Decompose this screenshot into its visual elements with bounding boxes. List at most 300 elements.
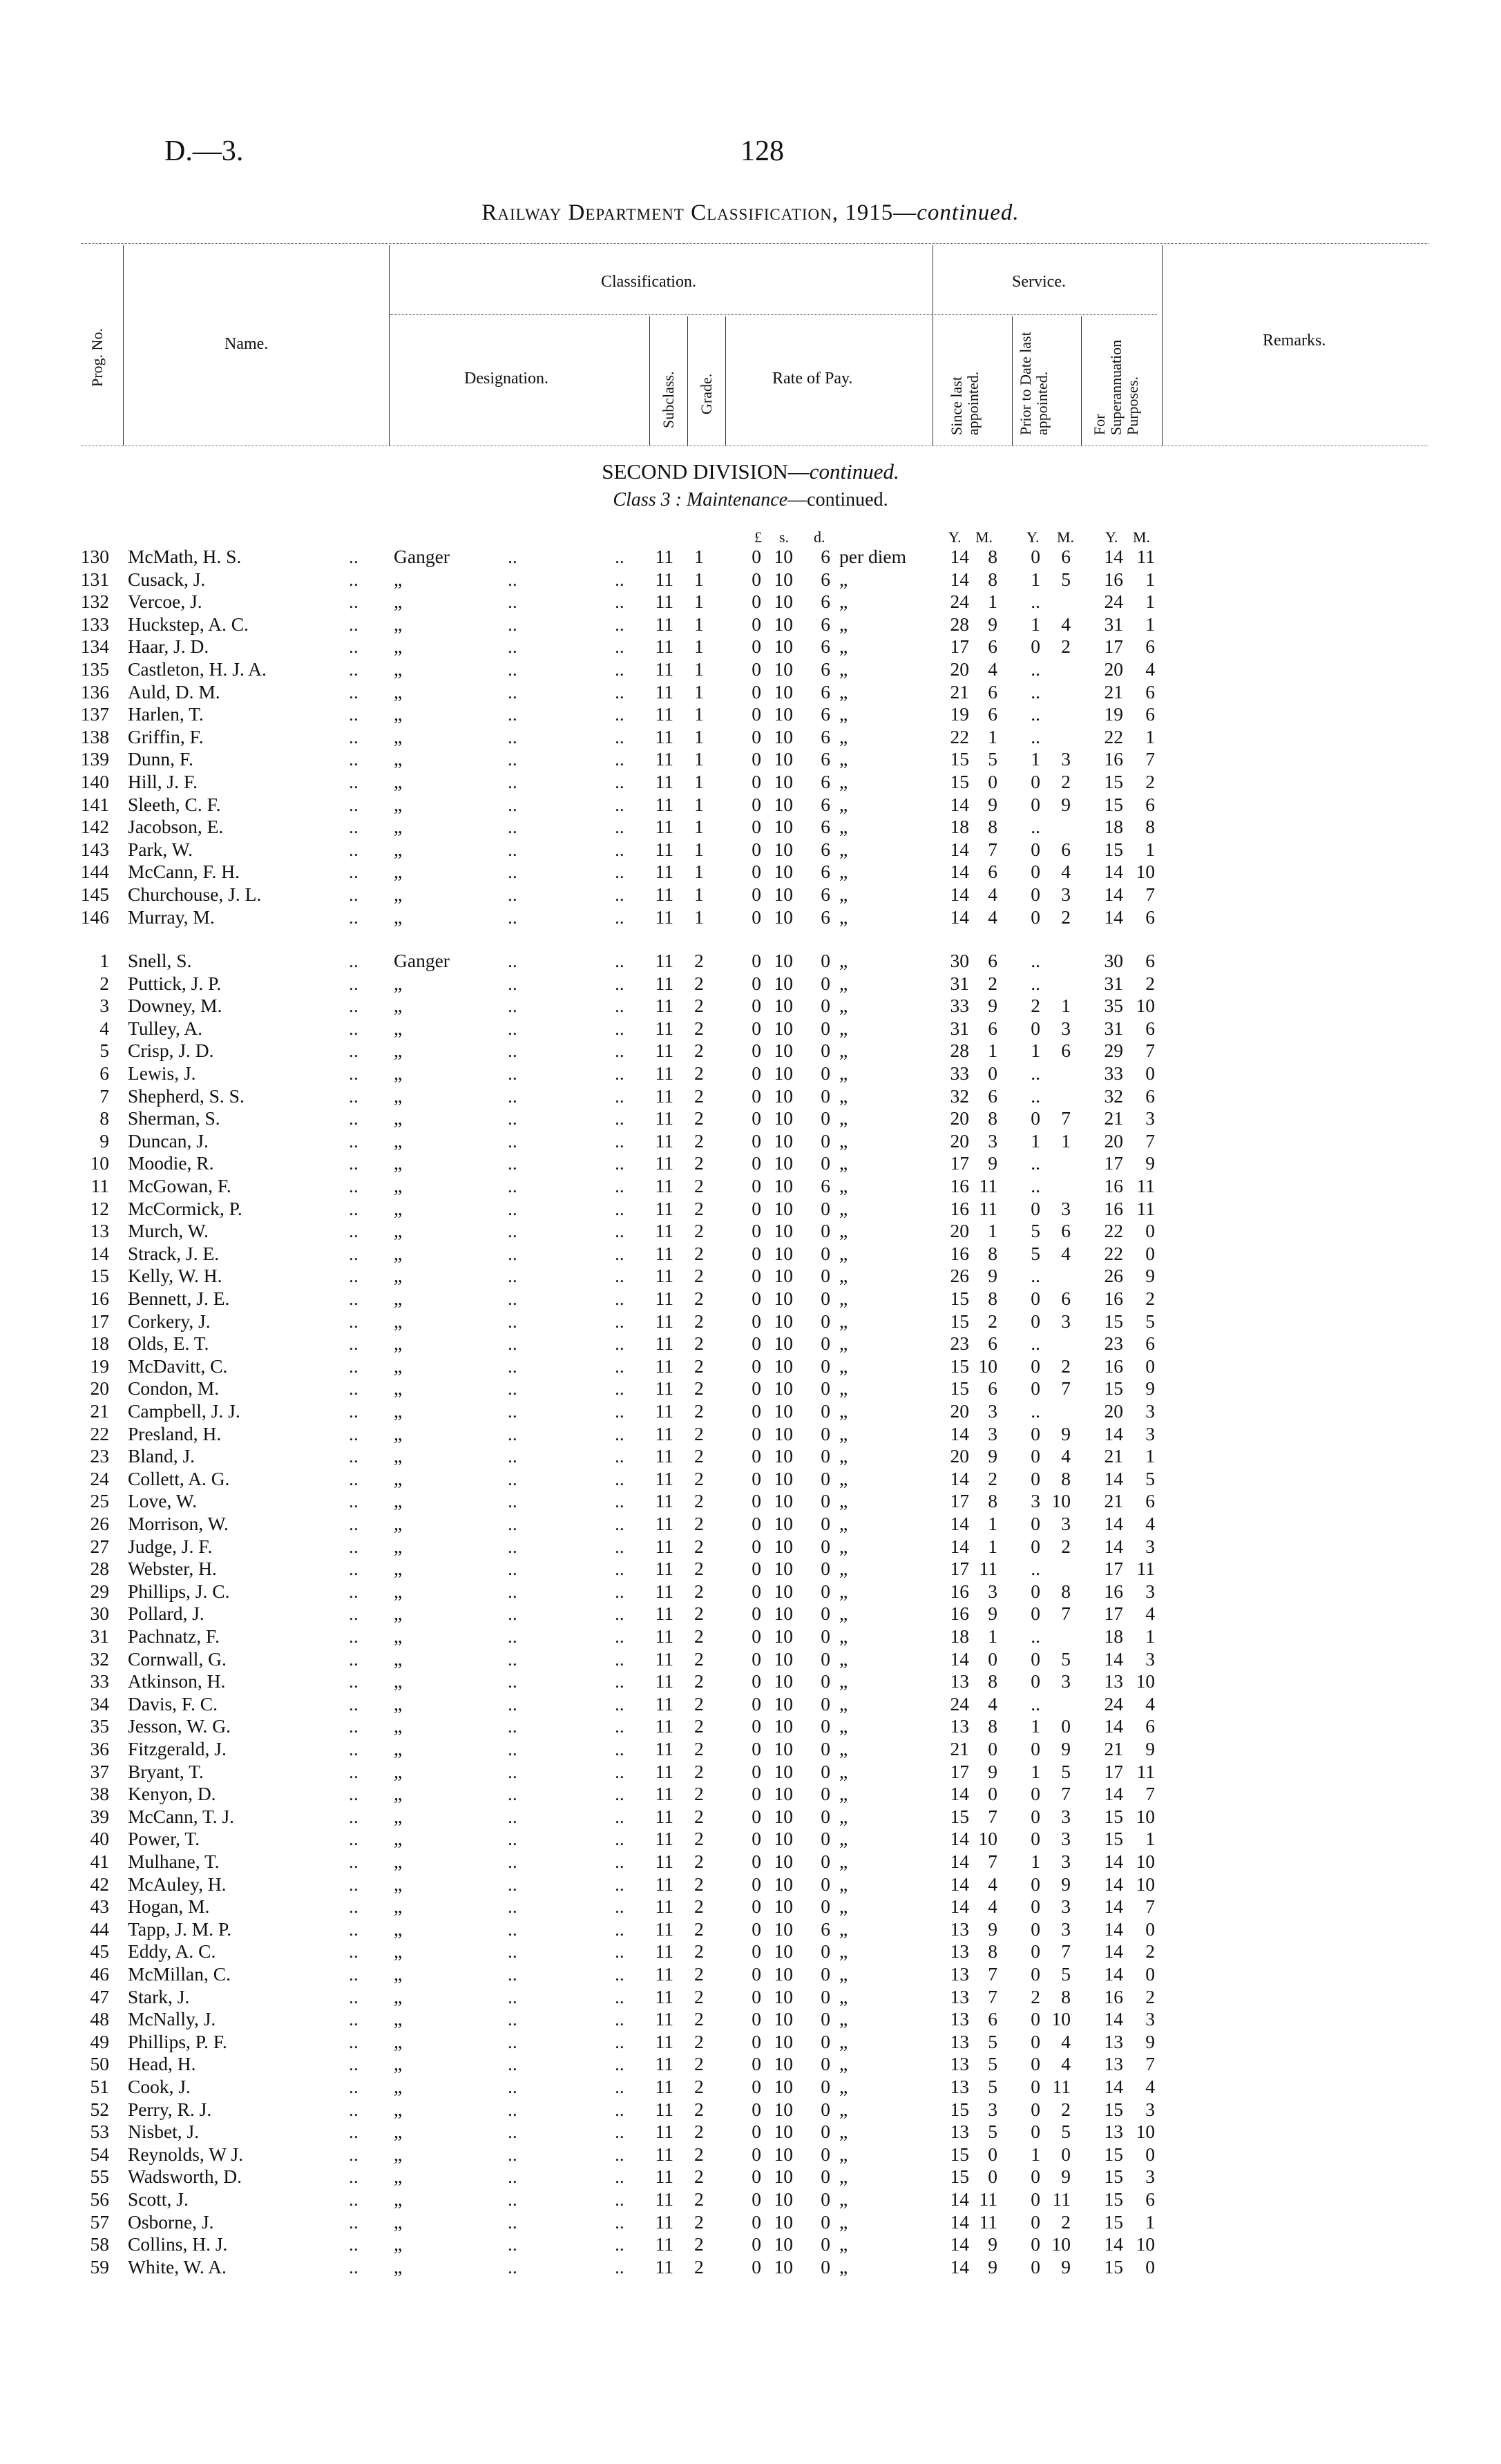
prior-months-cell: 11: [1052, 2188, 1071, 2210]
prog-no-cell: 43: [90, 1895, 109, 1917]
leader-dots: ..: [615, 2099, 624, 2120]
prior-years-cell: 1: [1031, 748, 1040, 770]
leader-dots: ..: [508, 591, 517, 612]
designation-cell: „: [394, 703, 403, 725]
pounds-cell: 0: [752, 2121, 761, 2142]
super-years-cell: 14: [1104, 1940, 1123, 1962]
designation-cell: „: [394, 861, 403, 882]
super-years-cell: 15: [1104, 1806, 1123, 1827]
designation-cell: „: [394, 1940, 403, 1962]
prog-no-cell: 58: [90, 2233, 109, 2255]
rate-unit-cell: „: [839, 794, 848, 815]
since-years-cell: 16: [950, 1243, 969, 1264]
rate-unit-cell: „: [839, 591, 848, 612]
leader-dots: ..: [349, 2233, 358, 2255]
grade-cell: 2: [694, 1423, 704, 1444]
leader-dots: ..: [508, 1175, 517, 1196]
pounds-cell: 0: [752, 1445, 761, 1467]
leader-dots: ..: [349, 839, 358, 860]
leader-dots: ..: [349, 726, 358, 747]
leader-dots: ..: [615, 546, 624, 567]
designation-cell: Ganger: [394, 546, 450, 567]
shillings-cell: 10: [774, 1377, 793, 1399]
since-months-cell: 6: [988, 1085, 997, 1107]
prog-no-cell: 26: [90, 1513, 109, 1534]
grade-cell: 2: [694, 1152, 704, 1174]
since-years-cell: 15: [950, 2143, 969, 2165]
title-continued: continued.: [917, 200, 1020, 225]
name-cell: McGowan, F.: [128, 1175, 231, 1196]
pence-cell: 6: [821, 613, 830, 635]
prog-no-cell: 47: [90, 1986, 109, 2007]
prog-no-cell: 35: [90, 1715, 109, 1737]
prog-no-cell: 140: [80, 771, 109, 792]
prog-no-cell: 131: [80, 569, 109, 590]
since-months-cell: 0: [988, 771, 997, 792]
super-months-cell: 10: [1136, 2121, 1155, 2142]
leader-dots: ..: [615, 1423, 624, 1444]
super-years-cell: 14: [1104, 2233, 1123, 2255]
since-years-cell: 13: [950, 1963, 969, 1985]
subclass-cell: 11: [655, 681, 673, 703]
designation-cell: „: [394, 1715, 403, 1737]
subclass-cell: 11: [655, 2008, 673, 2030]
since-months-cell: 10: [978, 1355, 997, 1377]
prior-years-cell: ..: [1031, 950, 1040, 971]
subclass-cell: 11: [655, 995, 673, 1016]
super-months-cell: 9: [1145, 2031, 1155, 2052]
super-months-cell: 10: [1136, 2233, 1155, 2255]
leader-dots: ..: [349, 1198, 358, 1219]
rate-unit-cell: „: [839, 1107, 848, 1129]
pounds-cell: 0: [752, 726, 761, 747]
super-text: For Superannuation Purposes.: [1091, 339, 1141, 435]
prior-months-cell: 11: [1052, 2076, 1071, 2097]
pounds-cell: 0: [752, 1355, 761, 1377]
leader-dots: ..: [349, 1761, 358, 1782]
prog-no-cell: 141: [80, 794, 109, 815]
subclass-cell: 11: [655, 2188, 673, 2210]
leader-dots: ..: [508, 794, 517, 815]
leader-dots: ..: [508, 1738, 517, 1759]
prog-no-cell: 22: [90, 1423, 109, 1444]
super-years-cell: 16: [1104, 1986, 1123, 2007]
pence-cell: 0: [821, 2256, 830, 2277]
leader-dots: ..: [349, 2053, 358, 2074]
leader-dots: ..: [615, 1986, 624, 2007]
prior-months-cell: 7: [1061, 1940, 1071, 1962]
pence-cell: 0: [821, 1761, 830, 1782]
pence-cell: 0: [821, 1085, 830, 1107]
since-months-cell: 9: [988, 1445, 997, 1467]
rate-unit-cell: „: [839, 1963, 848, 1985]
unit-shillings: s.: [779, 528, 790, 546]
grade-cell: 2: [694, 2099, 704, 2120]
shillings-cell: 10: [774, 1851, 793, 1872]
grade-cell: 1: [694, 681, 704, 703]
pence-cell: 0: [821, 1963, 830, 1985]
super-months-cell: 0: [1145, 1062, 1155, 1084]
prog-no-cell: 142: [80, 816, 109, 837]
super-months-cell: 9: [1145, 1738, 1155, 1759]
super-years-cell: 26: [1104, 1265, 1123, 1286]
super-months-cell: 6: [1145, 1085, 1155, 1107]
subclass-cell: 11: [655, 1761, 673, 1782]
pounds-cell: 0: [752, 636, 761, 657]
rate-unit-cell: „: [839, 2053, 848, 2074]
pounds-cell: 0: [752, 1806, 761, 1827]
since-years-cell: 14: [950, 2256, 969, 2277]
leader-dots: ..: [349, 794, 358, 815]
grade-cell: 1: [694, 726, 704, 747]
shillings-cell: 10: [774, 2099, 793, 2120]
name-cell: Bryant, T.: [128, 1761, 204, 1782]
prior-years-cell: 0: [1031, 2188, 1040, 2210]
super-months-cell: 2: [1145, 1288, 1155, 1309]
prior-months-cell: 6: [1061, 1220, 1071, 1241]
prior-years-cell: ..: [1031, 816, 1040, 837]
leader-dots: ..: [349, 1310, 358, 1332]
leader-dots: ..: [615, 1107, 624, 1129]
since-years-cell: 13: [950, 2031, 969, 2052]
designation-cell: „: [394, 1513, 403, 1534]
leader-dots: ..: [615, 1265, 624, 1286]
leader-dots: ..: [615, 1806, 624, 1827]
grade-cell: 2: [694, 1040, 704, 1061]
designation-cell: „: [394, 636, 403, 657]
since-months-cell: 4: [988, 1693, 997, 1715]
super-months-cell: 4: [1145, 1513, 1155, 1534]
leader-dots: ..: [349, 1062, 358, 1084]
grade-cell: 2: [694, 973, 704, 994]
subclass-cell: 11: [655, 771, 673, 792]
prior-months-cell: 3: [1061, 1918, 1071, 1940]
prior-years-cell: 0: [1031, 1873, 1040, 1895]
grade-cell: 2: [694, 1693, 704, 1715]
leader-dots: ..: [508, 1536, 517, 1557]
name-cell: Stark, J.: [128, 1986, 190, 2007]
pence-cell: 6: [821, 794, 830, 815]
prog-no-cell: 12: [90, 1198, 109, 1219]
super-years-cell: 14: [1104, 1918, 1123, 1940]
leader-dots: ..: [615, 861, 624, 882]
leader-dots: ..: [615, 973, 624, 994]
name-cell: Atkinson, H.: [128, 1670, 226, 1692]
leader-dots: ..: [349, 1715, 358, 1737]
grade-cell: 2: [694, 1445, 704, 1467]
leader-dots: ..: [615, 2008, 624, 2030]
subclass-cell: 11: [655, 1986, 673, 2007]
prior-months-cell: 3: [1061, 1828, 1071, 1849]
rate-unit-cell: „: [839, 681, 848, 703]
pence-cell: 0: [821, 1265, 830, 1286]
pounds-cell: 0: [752, 2166, 761, 2187]
prior-years-cell: 2: [1031, 1986, 1040, 2007]
leader-dots: ..: [349, 861, 358, 882]
leader-dots: ..: [508, 546, 517, 567]
pence-cell: 6: [821, 1918, 830, 1940]
pence-cell: 0: [821, 1152, 830, 1174]
prior-months-cell: 9: [1061, 1873, 1071, 1895]
prog-no-cell: 17: [90, 1310, 109, 1332]
leader-dots: ..: [349, 884, 358, 905]
rate-unit-cell: „: [839, 1355, 848, 1377]
since-months-cell: 0: [988, 1062, 997, 1084]
grade-cell: 2: [694, 1558, 704, 1579]
leader-dots: ..: [615, 2121, 624, 2142]
name-cell: Eddy, A. C.: [128, 1940, 216, 1962]
super-months-cell: 10: [1136, 1806, 1155, 1827]
leader-dots: ..: [508, 2188, 517, 2210]
pounds-cell: 0: [752, 1738, 761, 1759]
shillings-cell: 10: [774, 1085, 793, 1107]
prior-months-cell: 3: [1061, 1018, 1071, 1039]
super-months-cell: 7: [1145, 1895, 1155, 1917]
prog-no-cell: 14: [90, 1243, 109, 1264]
leader-dots: ..: [508, 1940, 517, 1962]
prog-no-cell: 48: [90, 2008, 109, 2030]
shillings-cell: 10: [774, 906, 793, 928]
super-years-cell: 32: [1104, 1085, 1123, 1107]
shillings-cell: 10: [774, 2256, 793, 2277]
prior-months-cell: 2: [1061, 2099, 1071, 2120]
since-years-cell: 14: [950, 839, 969, 860]
grade-cell: 2: [694, 1895, 704, 1917]
shillings-cell: 10: [774, 794, 793, 815]
since-months-cell: 6: [988, 1333, 997, 1354]
pounds-cell: 0: [752, 1963, 761, 1985]
leader-dots: ..: [615, 1152, 624, 1174]
shillings-cell: 10: [774, 1062, 793, 1084]
since-years-cell: 13: [950, 2076, 969, 2097]
pounds-cell: 0: [752, 816, 761, 837]
name-cell: Power, T.: [128, 1828, 200, 1849]
prior-years-cell: ..: [1031, 1558, 1040, 1579]
super-months-cell: 3: [1145, 1580, 1155, 1602]
prog-no-cell: 130: [80, 546, 109, 567]
name-cell: Mulhane, T.: [128, 1851, 220, 1872]
designation-cell: „: [394, 1693, 403, 1715]
grade-cell: 2: [694, 2031, 704, 2052]
designation-cell: „: [394, 1986, 403, 2007]
leader-dots: ..: [349, 1670, 358, 1692]
super-years-cell: 15: [1104, 2211, 1123, 2233]
prog-no-cell: 49: [90, 2031, 109, 2052]
super-years-cell: 16: [1104, 1288, 1123, 1309]
since-months-cell: 4: [988, 906, 997, 928]
subclass-cell: 11: [655, 1040, 673, 1061]
prog-no-cell: 18: [90, 1333, 109, 1354]
subclass-cell: 11: [655, 1513, 673, 1534]
prior-years-cell: 0: [1031, 1918, 1040, 1940]
pence-cell: 0: [821, 1895, 830, 1917]
leader-dots: ..: [615, 1715, 624, 1737]
pence-cell: 0: [821, 1198, 830, 1219]
since-months-cell: 3: [988, 1130, 997, 1152]
leader-dots: ..: [508, 995, 517, 1016]
prior-months-cell: 3: [1061, 1895, 1071, 1917]
super-months-cell: 0: [1145, 2143, 1155, 2165]
super-years-cell: 31: [1104, 1018, 1123, 1039]
grade-cell: 2: [694, 1468, 704, 1489]
leader-dots: ..: [615, 1310, 624, 1332]
prior-years-cell: 3: [1031, 1490, 1040, 1511]
pence-cell: 0: [821, 2211, 830, 2233]
remarks-header: Remarks.: [1263, 332, 1326, 350]
pounds-cell: 0: [752, 1986, 761, 2007]
divider-4: [687, 316, 688, 446]
leader-dots: ..: [508, 2053, 517, 2074]
subclass-cell: 11: [655, 2076, 673, 2097]
prior-months-cell: 0: [1061, 1715, 1071, 1737]
super-months-cell: 11: [1136, 1175, 1155, 1196]
prog-no-cell: 139: [80, 748, 109, 770]
prior-years-cell: 0: [1031, 2211, 1040, 2233]
since-years-cell: 15: [950, 2099, 969, 2120]
super-years-cell: 14: [1104, 1468, 1123, 1489]
rate-unit-cell: „: [839, 2121, 848, 2142]
leader-dots: ..: [615, 636, 624, 657]
super-months-cell: 0: [1145, 1963, 1155, 1985]
super-years-cell: 15: [1104, 1828, 1123, 1849]
prior-years-cell: 0: [1031, 1513, 1040, 1534]
leader-dots: ..: [615, 1918, 624, 1940]
name-cell: Griffin, F.: [128, 726, 204, 747]
rate-unit-cell: „: [839, 771, 848, 792]
prior-months-cell: 5: [1061, 1648, 1071, 1670]
shillings-cell: 10: [774, 1828, 793, 1849]
designation-cell: „: [394, 2233, 403, 2255]
since-months-cell: 6: [988, 681, 997, 703]
grade-cell: 1: [694, 861, 704, 882]
rate-unit-cell: „: [839, 1513, 848, 1534]
super-months-cell: 4: [1145, 1603, 1155, 1624]
shillings-cell: 10: [774, 1963, 793, 1985]
prior-years-cell: 0: [1031, 884, 1040, 905]
subclass-cell: 11: [655, 1265, 673, 1286]
prior-months-cell: 4: [1061, 2031, 1071, 2052]
prior-years-cell: 0: [1031, 1423, 1040, 1444]
name-cell: Scott, J.: [128, 2188, 189, 2210]
leader-dots: ..: [349, 1355, 358, 1377]
subclass-cell: 11: [655, 703, 673, 725]
leader-dots: ..: [615, 2166, 624, 2187]
pence-cell: 6: [821, 726, 830, 747]
super-years-cell: 17: [1104, 1558, 1123, 1579]
subclass-cell: 11: [655, 1580, 673, 1602]
pounds-cell: 0: [752, 884, 761, 905]
designation-cell: „: [394, 1085, 403, 1107]
prog-no-cell: 20: [90, 1377, 109, 1399]
grade-cell: 2: [694, 2188, 704, 2210]
pence-cell: 0: [821, 1040, 830, 1061]
name-cell: Puttick, J. P.: [128, 973, 222, 994]
prior-months-cell: 5: [1061, 569, 1071, 590]
super-years-cell: 29: [1104, 1040, 1123, 1061]
pence-cell: 0: [821, 1490, 830, 1511]
prog-no-cell: 32: [90, 1648, 109, 1670]
leader-dots: ..: [349, 2143, 358, 2165]
pence-cell: 0: [821, 2233, 830, 2255]
leader-dots: ..: [349, 703, 358, 725]
pounds-cell: 0: [752, 1288, 761, 1309]
super-months-cell: 2: [1145, 1986, 1155, 2007]
pounds-cell: 0: [752, 2256, 761, 2277]
designation-cell: „: [394, 569, 403, 590]
shillings-cell: 10: [774, 681, 793, 703]
super-years-cell: 17: [1104, 1603, 1123, 1624]
designation-cell: „: [394, 1288, 403, 1309]
super-months-cell: 6: [1145, 636, 1155, 657]
rate-unit-cell: „: [839, 1018, 848, 1039]
rate-unit-cell: „: [839, 1693, 848, 1715]
unit-y1: Y.: [948, 528, 962, 546]
since-years-cell: 15: [950, 748, 969, 770]
header-top-rule: [82, 243, 1428, 244]
super-months-cell: 7: [1145, 2053, 1155, 2074]
leader-dots: ..: [508, 1715, 517, 1737]
super-months-cell: 3: [1145, 2166, 1155, 2187]
super-years-cell: 23: [1104, 1333, 1123, 1354]
subclass-cell: 11: [655, 1648, 673, 1670]
name-cell: McAuley, H.: [128, 1873, 227, 1895]
rate-unit-cell: „: [839, 658, 848, 680]
super-years-cell: 15: [1104, 1377, 1123, 1399]
super-years-cell: 16: [1104, 1355, 1123, 1377]
since-months-cell: 9: [988, 1265, 997, 1286]
since-years-cell: 33: [950, 1062, 969, 1084]
super-years-cell: 20: [1104, 1400, 1123, 1422]
rate-unit-cell: „: [839, 1806, 848, 1827]
super-months-cell: 1: [1145, 613, 1155, 635]
since-years-cell: 24: [950, 591, 969, 612]
prior-years-cell: 1: [1031, 1761, 1040, 1782]
prog-no-cell: 51: [90, 2076, 109, 2097]
leader-dots: ..: [349, 2256, 358, 2277]
subclass-cell: 11: [655, 1558, 673, 1579]
subclass-cell: 11: [655, 1288, 673, 1309]
leader-dots: ..: [349, 1851, 358, 1872]
super-years-cell: 16: [1104, 1580, 1123, 1602]
rate-unit-cell: „: [839, 1603, 848, 1624]
super-months-cell: 7: [1145, 1783, 1155, 1804]
rate-unit-cell: „: [839, 884, 848, 905]
subclass-cell: 11: [655, 1333, 673, 1354]
prior-months-cell: 6: [1061, 1288, 1071, 1309]
since-months-cell: 0: [988, 1783, 997, 1804]
since-months-cell: 9: [988, 613, 997, 635]
prog-no-cell: 3: [99, 995, 109, 1016]
since-months-cell: 1: [988, 1220, 997, 1241]
grade-cell: 2: [694, 1130, 704, 1152]
leader-dots: ..: [615, 1603, 624, 1624]
prior-months-cell: 6: [1061, 546, 1071, 567]
rate-unit-cell: „: [839, 1761, 848, 1782]
rate-unit-cell: „: [839, 1918, 848, 1940]
prior-years-cell: 0: [1031, 1355, 1040, 1377]
prog-no-cell: 59: [90, 2256, 109, 2277]
since-years-cell: 14: [950, 1828, 969, 1849]
shillings-cell: 10: [774, 1648, 793, 1670]
rate-unit-cell: „: [839, 2008, 848, 2030]
since-months-cell: 8: [988, 569, 997, 590]
pounds-cell: 0: [752, 2031, 761, 2052]
pence-cell: 0: [821, 1851, 830, 1872]
since-years-cell: 14: [950, 884, 969, 905]
prior-years-cell: 0: [1031, 1107, 1040, 1129]
pounds-cell: 0: [752, 1018, 761, 1039]
name-cell: Judge, J. F.: [128, 1536, 213, 1557]
